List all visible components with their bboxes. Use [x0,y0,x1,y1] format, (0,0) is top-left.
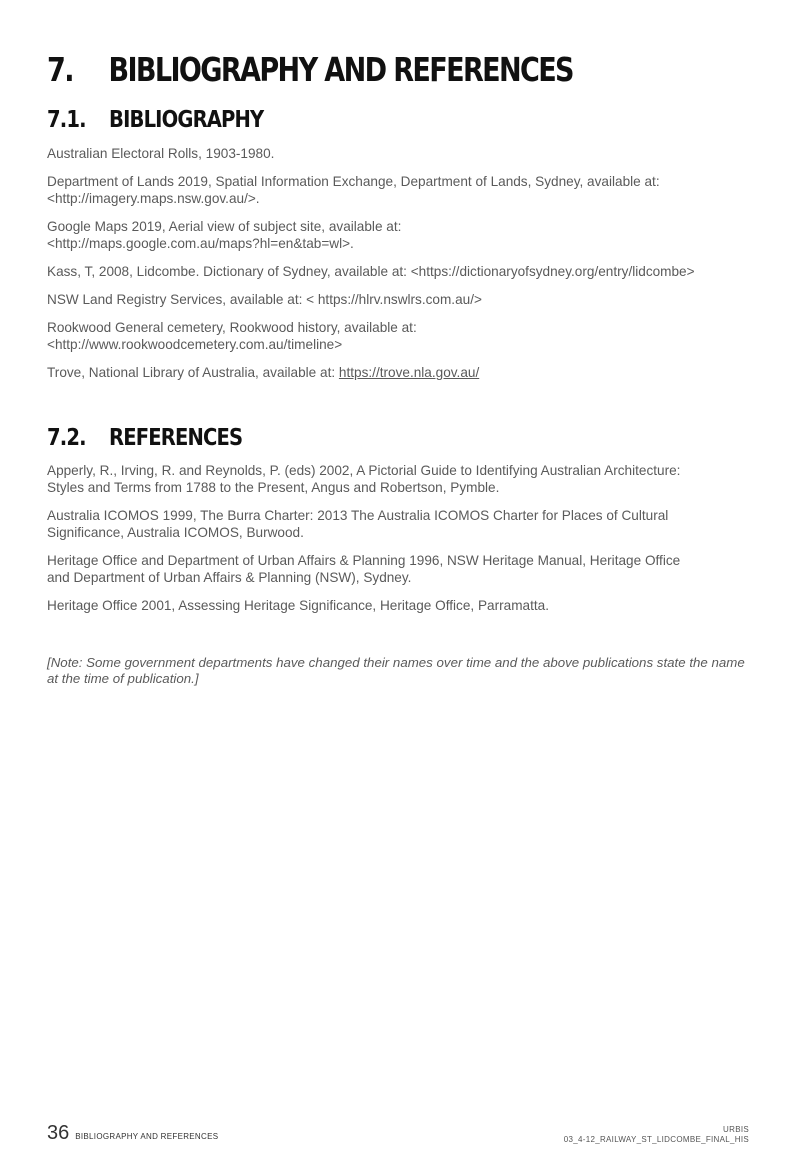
bibliography-heading [47,107,263,133]
bibliography-entry [47,145,757,162]
entry-line: Styles and Terms from 1788 to the Present, Angus and Robertson, Pymble. [47,480,500,495]
publication-note [47,655,757,687]
reference-entry [47,597,757,614]
bibliography-entry-trove [47,364,757,381]
entry-line: Australia ICOMOS 1999, The Burra Charter: 2013 The Australia ICOMOS Charter for Places of Cultural [47,508,669,523]
bibliography-entry [47,291,757,308]
entry-line: Significance, Australia ICOMOS, Burwood. [47,525,304,540]
entry-line: <http://maps.google.com.au/maps?hl=en&tab=wl>. [47,236,354,251]
bibliography-entry [47,263,757,280]
note-line: [Note: Some government departments have changed their names over time and the above publications state the name [47,655,745,670]
references-title: REFERENCES [109,425,243,451]
entry-line [47,364,757,381]
entry-line: Rookwood General cemetery, Rookwood history, available at: [47,320,417,335]
note-line: at the time of publication.] [47,671,199,686]
references-number: 7.2. [47,425,86,451]
entry-line: Heritage Office and Department of Urban Affairs & Planning 1996, NSW Heritage Manual, Heritage Office [47,553,681,568]
page-number: 36 [47,1122,70,1144]
bibliography-entry [47,319,757,353]
bibliography-list [47,145,757,392]
reference-entry [47,552,757,586]
reference-entry [47,507,757,541]
entry-line: NSW Land Registry Services, available at: < https://hlrv.nswlrs.com.au/> [47,292,482,307]
entry-line: Heritage Office 2001, Assessing Heritage Significance, Heritage Office, Parramatta. [47,598,549,613]
entry-line: Department of Lands 2019, Spatial Information Exchange, Department of Lands, Sydney, available at: [47,174,660,189]
references-list [47,462,757,625]
chapter-heading [47,50,573,89]
bibliography-entry [47,218,757,252]
page-footer-left [47,1122,218,1145]
bibliography-entry [47,173,757,207]
trove-text: Trove, National Library of Australia, available at: [47,365,339,380]
entry-line: <http://www.rookwoodcemetery.com.au/timeline> [47,337,343,352]
entry-line: <http://imagery.maps.nsw.gov.au/>. [47,191,260,206]
entry-line: Kass, T, 2008, Lidcombe. Dictionary of Sydney, available at: <https://dictionaryofsydney.org/entry/lidcombe> [47,264,695,279]
entry-line: Australian Electoral Rolls, 1903-1980. [47,146,275,161]
chapter-title: BIBLIOGRAPHY AND REFERENCES [108,50,573,89]
footer-company: URBIS [723,1125,749,1134]
reference-entry [47,462,757,496]
references-heading [47,425,242,451]
entry-line: Apperly, R., Irving, R. and Reynolds, P. (eds) 2002, A Pictorial Guide to Identifying Australian Architecture: [47,463,681,478]
bibliography-title: BIBLIOGRAPHY [109,107,264,133]
trove-link[interactable]: https://trove.nla.gov.au/ [338,365,480,380]
footer-section-title: BIBLIOGRAPHY AND REFERENCES [75,1132,219,1141]
entry-line: and Department of Urban Affairs & Planning (NSW), Sydney. [47,570,412,585]
footer-doc-code: 03_4-12_RAILWAY_ST_LIDCOMBE_FINAL_HIS [563,1135,749,1144]
page-footer-right [564,1125,749,1145]
entry-line: Google Maps 2019, Aerial view of subject site, available at: [47,219,402,234]
bibliography-number: 7.1. [47,107,86,133]
chapter-number: 7. [47,50,73,89]
